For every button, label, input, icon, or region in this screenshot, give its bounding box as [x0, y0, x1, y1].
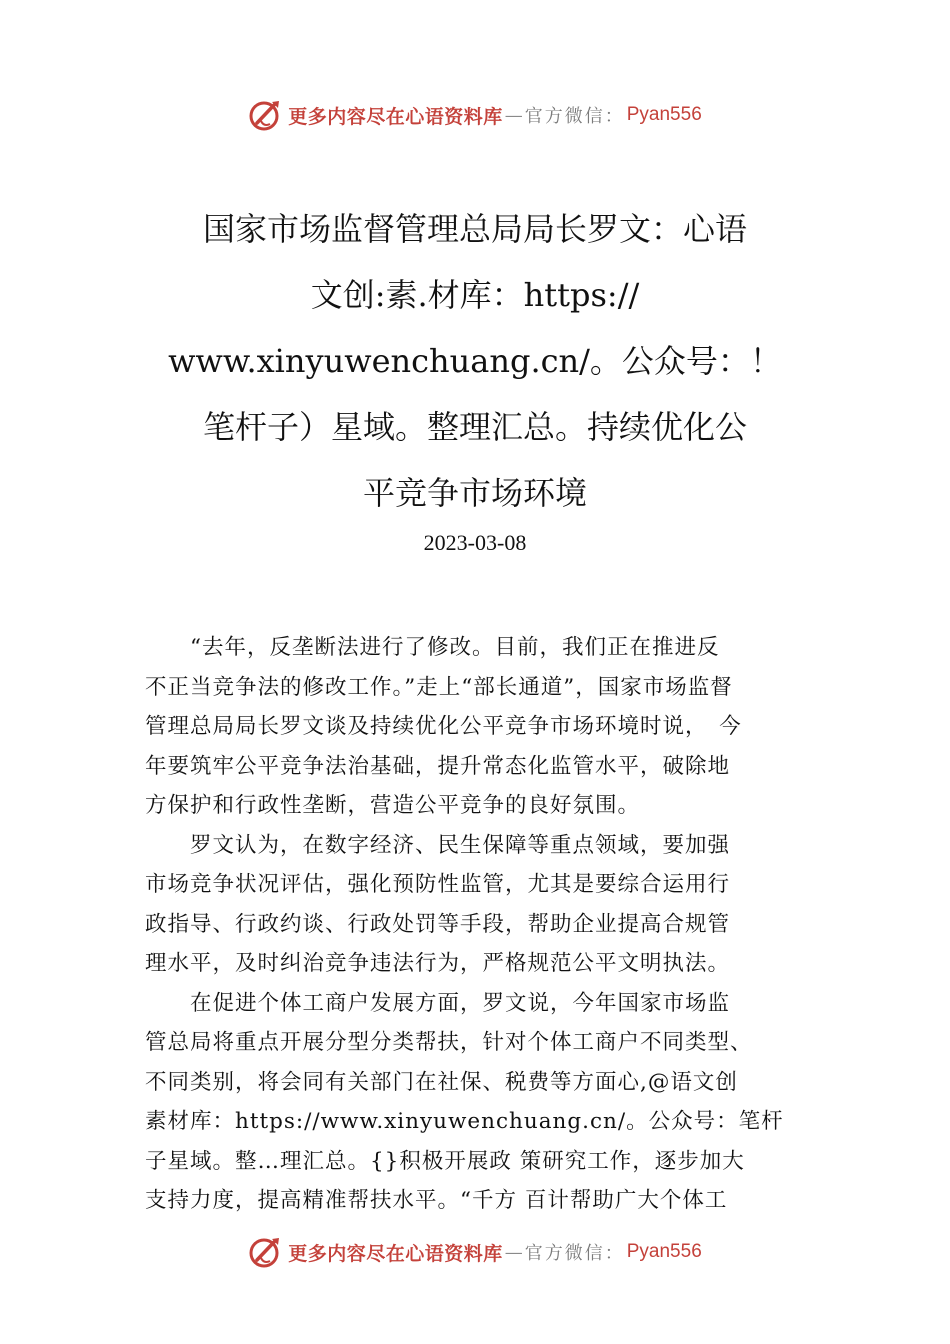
- body-line: 不同类别，将会同有关部门在社保、税费等方面心,@语文创: [145, 1069, 738, 1095]
- publish-date: 2023-03-08: [423, 530, 527, 555]
- document-title: [160, 196, 790, 526]
- title-line: 文创:素.材库：https://: [310, 276, 640, 314]
- header-banner: [0, 93, 950, 137]
- body-line: 年要筑牢公平竞争法治基础，提升常态化监管水平，破除地: [145, 753, 731, 779]
- banner-label: 官方微信：: [524, 106, 625, 127]
- title-line: 国家市场监督管理总局局长罗文：心语: [202, 210, 747, 248]
- body-line: 不正当竞争法的修改工作。”走上“部长通道”，国家市场监督: [145, 674, 733, 700]
- body-line: 管总局将重点开展分型分类帮扶，针对个体工商户不同类型、: [145, 1030, 753, 1055]
- article-body: [145, 628, 825, 1221]
- title-line: 平竞争市场环境: [362, 474, 587, 512]
- title-line: www.xinyuwenchuang.cn/。公众号：！: [168, 342, 782, 380]
- brand-logo-icon: [248, 97, 284, 133]
- banner-brand: 更多内容尽在心语资料库: [288, 105, 503, 128]
- body-line: 素材库：https://www.xinyuwenchuang.cn/。公众号：笔杆: [145, 1109, 784, 1134]
- title-line: 笔杆子）星域。整理汇总。持续优化公: [202, 408, 747, 446]
- body-line: 管理总局局长罗文谈及持续优化公平竞争市场环境时说， 今: [145, 714, 742, 739]
- banner-wechat-id: Pyan556: [626, 1241, 702, 1262]
- body-line: 子星域。整…理汇总。{}积极开展政 策研究工作，逐步加大: [145, 1148, 745, 1174]
- body-line: 政指导、行政约谈、行政处罚等手段，帮助企业提高合规管: [145, 911, 731, 937]
- body-line: 支持力度，提高精准帮扶水平。“千方 百计帮助广大个体工: [145, 1188, 728, 1213]
- banner-wechat-id: Pyan556: [626, 104, 702, 125]
- body-line: “去年，反垄断法进行了修改。目前，我们正在推进反: [145, 635, 720, 660]
- brand-logo-icon: [248, 1234, 284, 1270]
- body-line: 方保护和行政性垄断，营造公平竞争的良好氛围。: [145, 793, 641, 818]
- banner-brand: 更多内容尽在心语资料库: [288, 1242, 503, 1265]
- banner-separator: —: [504, 1241, 523, 1263]
- footer-banner: [0, 1230, 950, 1274]
- body-line: 罗文认为，在数字经济、民生保障等重点领域，要加强: [145, 832, 731, 858]
- banner-label: 官方微信：: [524, 1243, 625, 1264]
- body-line: 理水平，及时纠治竞争违法行为，严格规范公平文明执法。: [145, 951, 731, 976]
- body-line: 在促进个体工商户发展方面，罗文说，今年国家市场监: [145, 990, 731, 1016]
- body-line: 市场竞争状况评估，强化预防性监管，尤其是要综合运用行: [145, 872, 731, 897]
- banner-separator: —: [504, 104, 523, 126]
